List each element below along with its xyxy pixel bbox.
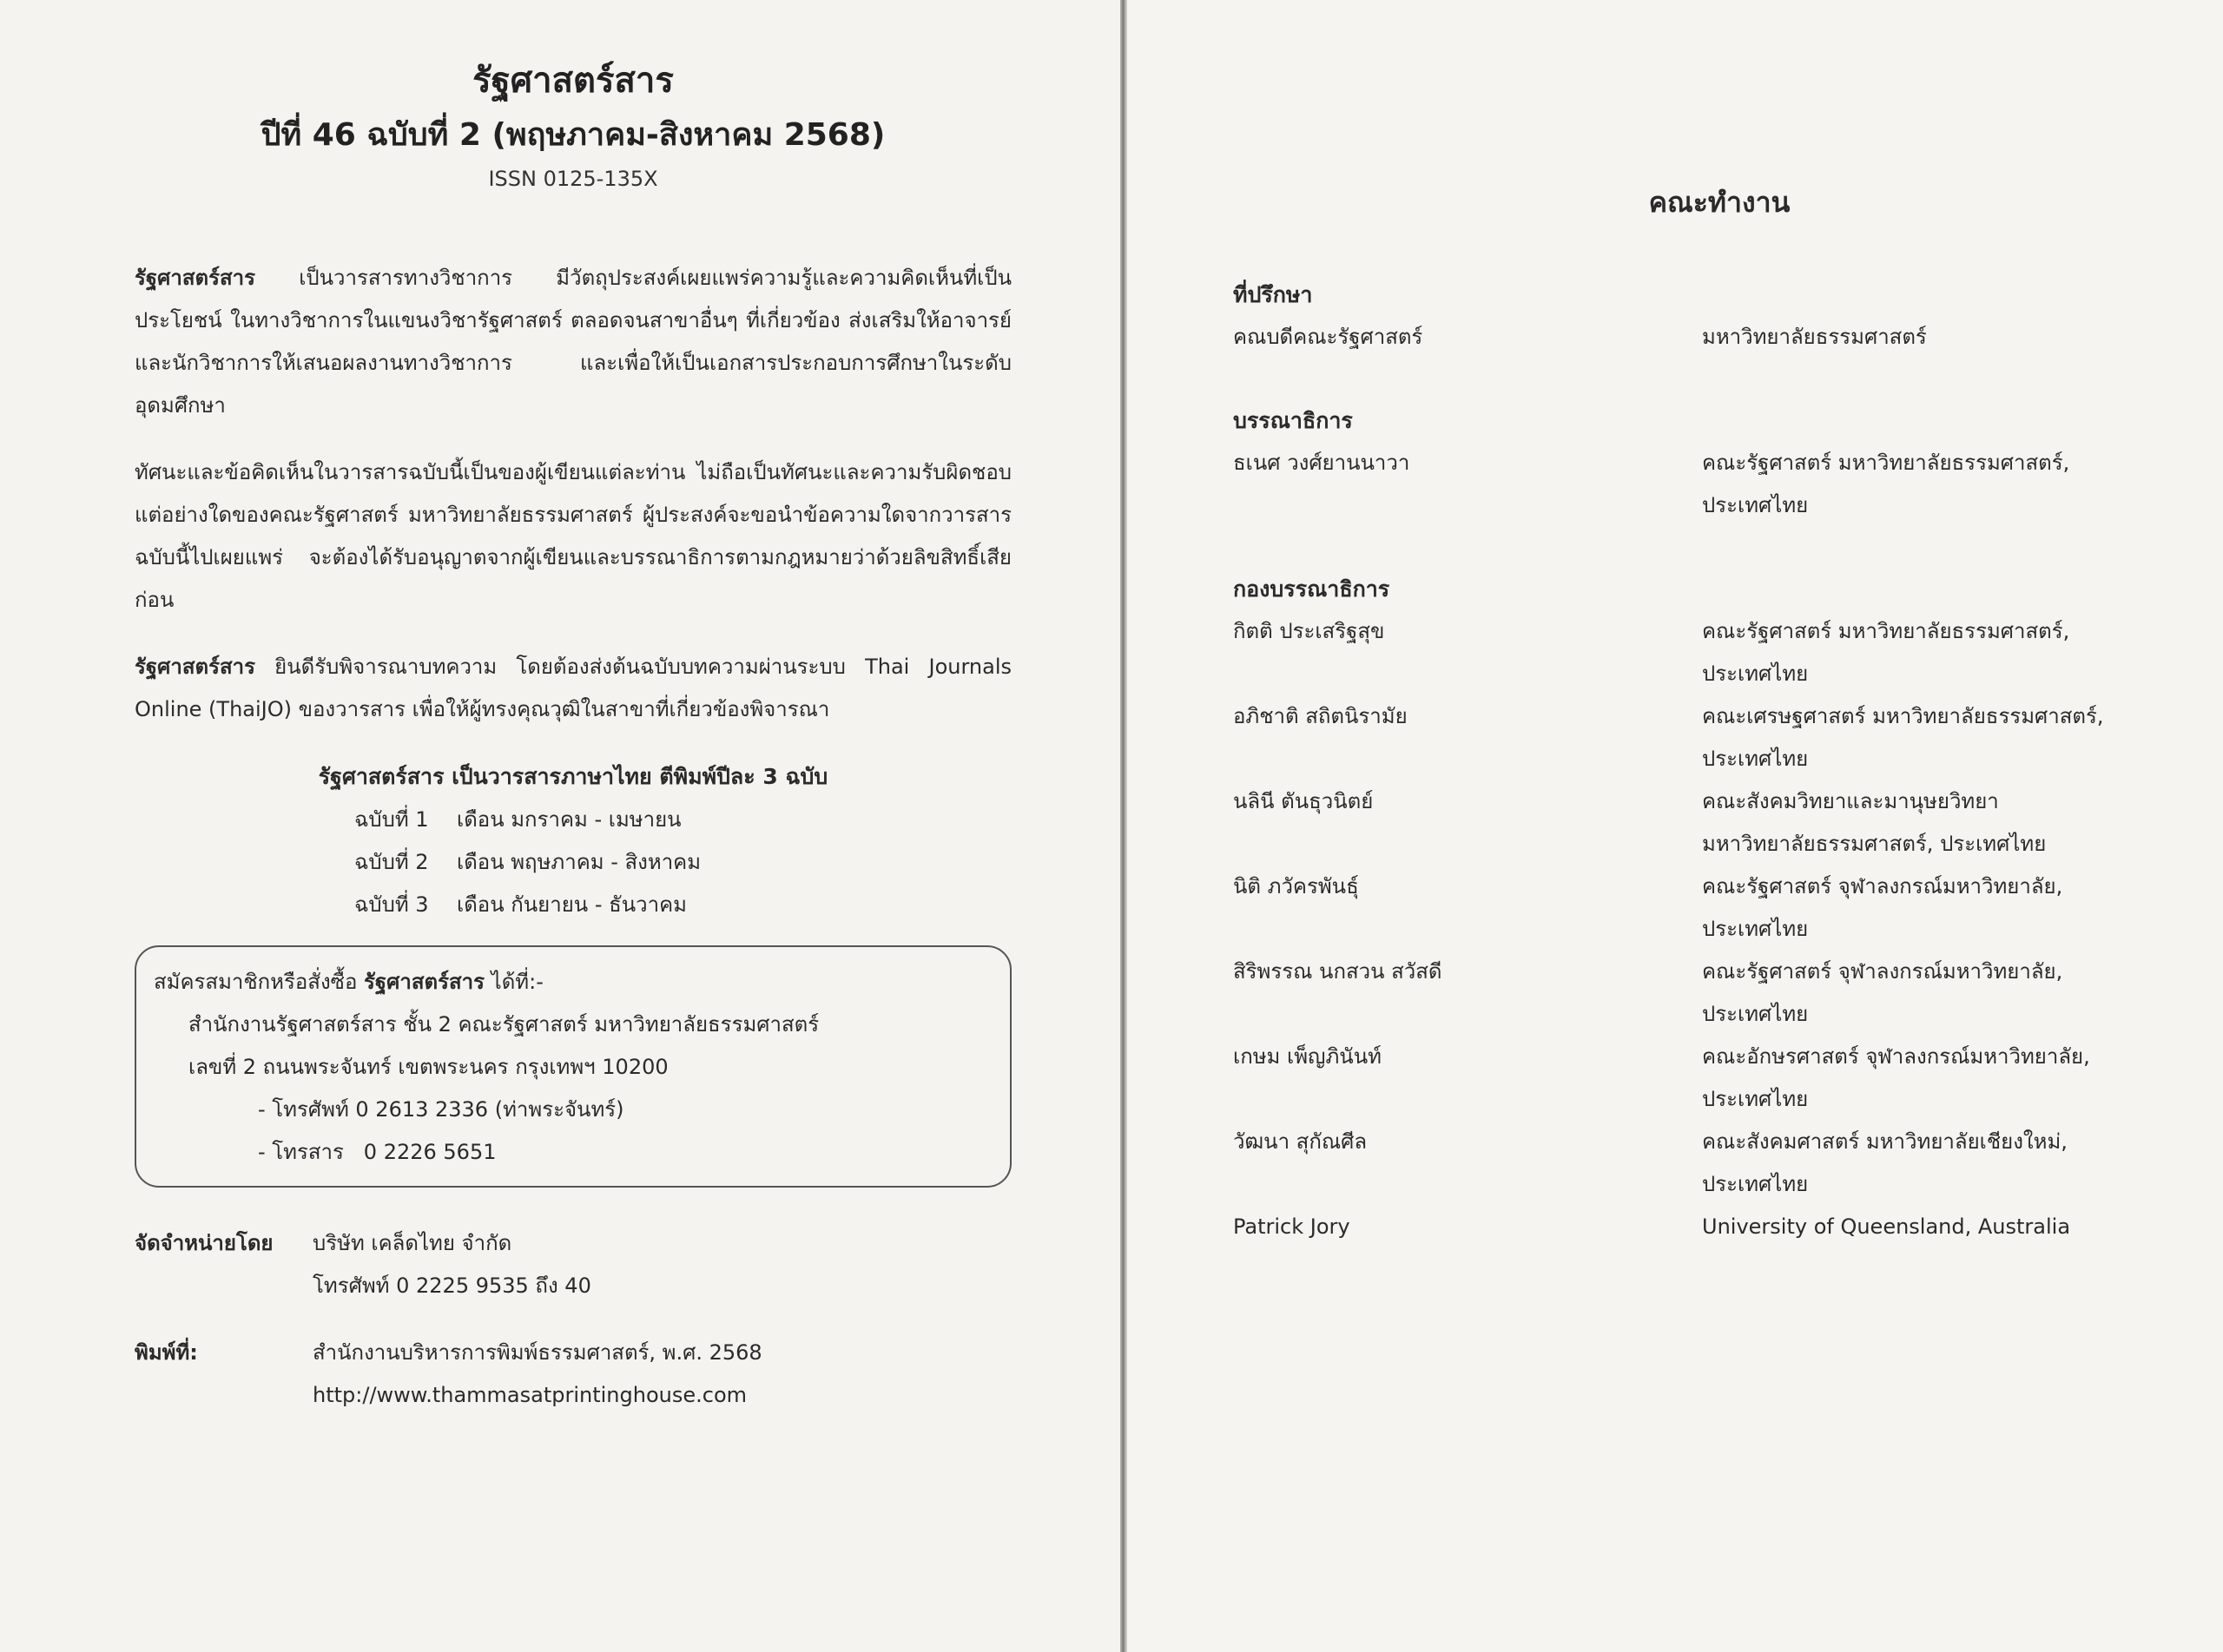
member-name: วัฒนา สุกัณศีล bbox=[1233, 1129, 1368, 1154]
book-spine bbox=[1120, 0, 1127, 1652]
affiliation-line: คณะสังคมศาสตร์ มหาวิทยาลัยเชียงใหม่, bbox=[1702, 1129, 2068, 1154]
issue-months: เดือน กันยายน - ธันวาคม bbox=[457, 892, 687, 917]
affiliation-line: ประเทศไทย bbox=[1702, 661, 1809, 686]
subscription-intro-end: ได้ที่:- bbox=[485, 970, 544, 994]
board-member bbox=[1233, 316, 2136, 359]
editorial-board-title: คณะทำงาน bbox=[1648, 186, 1791, 219]
issue-months: เดือน พฤษภาคม - สิงหาคม bbox=[457, 850, 702, 874]
submission-info bbox=[135, 646, 1012, 731]
member-affiliation bbox=[1702, 865, 2136, 951]
board-member bbox=[1233, 1121, 2136, 1206]
member-affiliation bbox=[1702, 1036, 2136, 1121]
affiliation-line: ประเทศไทย bbox=[1702, 1002, 1809, 1026]
member-name: เกษม เพ็ญภินันท์ bbox=[1233, 1044, 1382, 1069]
affiliation-line: คณะรัฐศาสตร์ มหาวิทยาลัยธรรมศาสตร์, bbox=[1702, 451, 2070, 475]
issue-number: ฉบับที่ 1 bbox=[354, 807, 429, 832]
affiliation-line: มหาวิทยาลัยธรรมศาสตร์ bbox=[1702, 325, 1927, 349]
board-member bbox=[1233, 1206, 2136, 1248]
distributor-row bbox=[135, 1222, 1012, 1265]
printer-row bbox=[135, 1332, 1012, 1374]
member-affiliation bbox=[1702, 316, 2136, 359]
member-affiliation bbox=[1702, 1206, 2136, 1248]
printer-url-row bbox=[135, 1374, 1012, 1417]
journal-name-bold: รัฐศาสตร์สาร bbox=[135, 266, 255, 290]
affiliation-line: คณะอักษรศาสตร์ จุฬาลงกรณ์มหาวิทยาลัย, bbox=[1702, 1044, 2090, 1069]
distributor-label: จัดจำหน่ายโดย bbox=[135, 1231, 274, 1255]
publication-frequency: รัฐศาสตร์สาร เป็นวารสารภาษาไทย ตีพิมพ์ปีละ 3 ฉบับ bbox=[318, 764, 828, 789]
affiliation-line: คณะรัฐศาสตร์ มหาวิทยาลัยธรรมศาสตร์, bbox=[1702, 619, 2070, 643]
member-name: นิติ ภวัครพันธุ์ bbox=[1233, 874, 1359, 898]
office-address-line2: เลขที่ 2 ถนนพระจันทร์ เขตพระนคร กรุงเทพฯ 10200 bbox=[188, 1055, 669, 1079]
affiliation-line: ประเทศไทย bbox=[1702, 493, 1809, 517]
member-affiliation bbox=[1702, 610, 2136, 695]
distributor-phone: โทรศัพท์ 0 2225 9535 ถึง 40 bbox=[313, 1274, 591, 1298]
member-name: คณบดีคณะรัฐศาสตร์ bbox=[1233, 325, 1423, 349]
subscription-box bbox=[135, 945, 1012, 1188]
printer-url: http://www.thammasatprintinghouse.com bbox=[313, 1383, 748, 1407]
issue-row bbox=[354, 841, 1012, 884]
affiliation-line: ประเทศไทย bbox=[1702, 1172, 1809, 1196]
submission-info-text: ยินดีรับพิจารณาบทความ โดยต้องส่งต้นฉบับบทความผ่านระบบ Thai Journals Online (ThaiJO) ของวารสาร เพื่อให้ผู้ทรงคุณวุฒิในสาขาที่เกี่ยวข้องพิจารณา bbox=[135, 655, 1012, 721]
member-affiliation bbox=[1702, 442, 2136, 527]
board-member bbox=[1233, 780, 2136, 865]
board-member bbox=[1233, 610, 2136, 695]
member-name: Patrick Jory bbox=[1233, 1214, 1350, 1239]
section-editorial-board bbox=[1233, 569, 2136, 1248]
issue-months: เดือน มกราคม - เมษายน bbox=[457, 807, 682, 832]
office-address-line1: สำนักงานรัฐศาสตร์สาร ชั้น 2 คณะรัฐศาสตร์ มหาวิทยาลัยธรรมศาสตร์ bbox=[188, 1012, 820, 1037]
section-advisor bbox=[1233, 274, 2136, 359]
office-phone: - โทรศัพท์ 0 2613 2336 (ท่าพระจันทร์) bbox=[258, 1097, 624, 1122]
board-member bbox=[1233, 695, 2136, 780]
member-name: กิตติ ประเสริฐสุข bbox=[1233, 619, 1385, 643]
issue-row bbox=[354, 799, 1012, 841]
member-name: นลินี ตันธุวนิตย์ bbox=[1233, 789, 1374, 813]
issue-number: ฉบับที่ 2 bbox=[354, 850, 429, 874]
issue-schedule bbox=[354, 799, 1012, 926]
left-page-content bbox=[135, 52, 1012, 1417]
issn: ISSN 0125-135X bbox=[488, 167, 658, 191]
section-heading: กองบรรณาธิการ bbox=[1233, 576, 1390, 602]
board-member bbox=[1233, 951, 2136, 1036]
journal-name-bold: รัฐศาสตร์สาร bbox=[135, 655, 255, 679]
journal-description bbox=[135, 257, 1012, 427]
distribution-info bbox=[135, 1222, 1012, 1417]
issue-row bbox=[354, 884, 1012, 926]
member-affiliation bbox=[1702, 780, 2136, 865]
board-member bbox=[1233, 442, 2136, 527]
printer-label: พิมพ์ที่: bbox=[135, 1340, 198, 1365]
affiliation-line: มหาวิทยาลัยธรรมศาสตร์, ประเทศไทย bbox=[1702, 832, 2047, 856]
affiliation-line: คณะสังคมวิทยาและมานุษยวิทยา bbox=[1702, 789, 1999, 813]
printer-name: สำนักงานบริหารการพิมพ์ธรรมศาสตร์, พ.ศ. 2568 bbox=[313, 1340, 762, 1365]
affiliation-line: University of Queensland, Australia bbox=[1702, 1214, 2071, 1239]
office-fax: - โทรสาร 0 2226 5651 bbox=[258, 1140, 497, 1164]
right-page-content bbox=[1233, 181, 2136, 1248]
subscription-intro-text: สมัครสมาชิกหรือสั่งซื้อ bbox=[154, 970, 365, 994]
journal-description-text: เป็นวารสารทางวิชาการ มีวัตถุประสงค์เผยแพร่ความรู้และความคิดเห็นที่เป็นประโยชน์ ในทางวิชาการในแขนงวิชารัฐศาสตร์ ตลอดจนสาขาอื่นๆ ที่เกี่ยวข้อง ส่งเสริมให้อาจารย์และนักวิชาการให้เสนอผลงานทางวิชาการ และเพื่อให้เป็นเอกสารประกอบการศึกษาในระดับอุดมศึกษา bbox=[135, 266, 1012, 418]
journal-title: รัฐศาสตร์สาร bbox=[472, 61, 674, 101]
section-heading: ที่ปรึกษา bbox=[1233, 282, 1313, 307]
board-member bbox=[1233, 1036, 2136, 1121]
section-heading: บรรณาธิการ bbox=[1233, 408, 1353, 433]
member-name: สิริพรรณ นกสวน สวัสดี bbox=[1233, 959, 1442, 984]
affiliation-line: ประเทศไทย bbox=[1702, 747, 1809, 771]
affiliation-line: ประเทศไทย bbox=[1702, 1087, 1809, 1111]
member-name: อภิชาติ สถิตนิรามัย bbox=[1233, 704, 1408, 728]
member-affiliation bbox=[1702, 951, 2136, 1036]
distributor-phone-row bbox=[135, 1265, 1012, 1307]
issue-number: ฉบับที่ 3 bbox=[354, 892, 429, 917]
distributor-name: บริษัท เคล็ดไทย จำกัด bbox=[313, 1231, 512, 1255]
member-name: ธเนศ วงศ์ยานนาวา bbox=[1233, 451, 1410, 475]
section-editor bbox=[1233, 400, 2136, 527]
board-member bbox=[1233, 865, 2136, 951]
journal-issue: ปีที่ 46 ฉบับที่ 2 (พฤษภาคม-สิงหาคม 2568) bbox=[261, 117, 886, 153]
member-affiliation bbox=[1702, 1121, 2136, 1206]
affiliation-line: คณะรัฐศาสตร์ จุฬาลงกรณ์มหาวิทยาลัย, bbox=[1702, 874, 2063, 898]
disclaimer: ทัศนะและข้อคิดเห็นในวารสารฉบับนี้เป็นของผู้เขียนแต่ละท่าน ไม่ถือเป็นทัศนะและความรับผิดชอบแต่อย่างใดของคณะรัฐศาสตร์ มหาวิทยาลัยธรรมศาสตร์ ผู้ประสงค์จะขอนำข้อความใดจากวารสารฉบับนี้ไปเผยแพร่ จะต้องได้รับอนุญาตจากผู้เขียนและบรรณาธิการตามกฎหมายว่าด้วยลิขสิทธิ์เสียก่อน bbox=[135, 460, 1012, 612]
subscription-intro bbox=[154, 961, 993, 1004]
journal-name-bold: รัฐศาสตร์สาร bbox=[364, 970, 485, 994]
affiliation-line: คณะรัฐศาสตร์ จุฬาลงกรณ์มหาวิทยาลัย, bbox=[1702, 959, 2063, 984]
affiliation-line: คณะเศรษฐศาสตร์ มหาวิทยาลัยธรรมศาสตร์, bbox=[1702, 704, 2104, 728]
member-affiliation bbox=[1702, 695, 2136, 780]
affiliation-line: ประเทศไทย bbox=[1702, 917, 1809, 941]
